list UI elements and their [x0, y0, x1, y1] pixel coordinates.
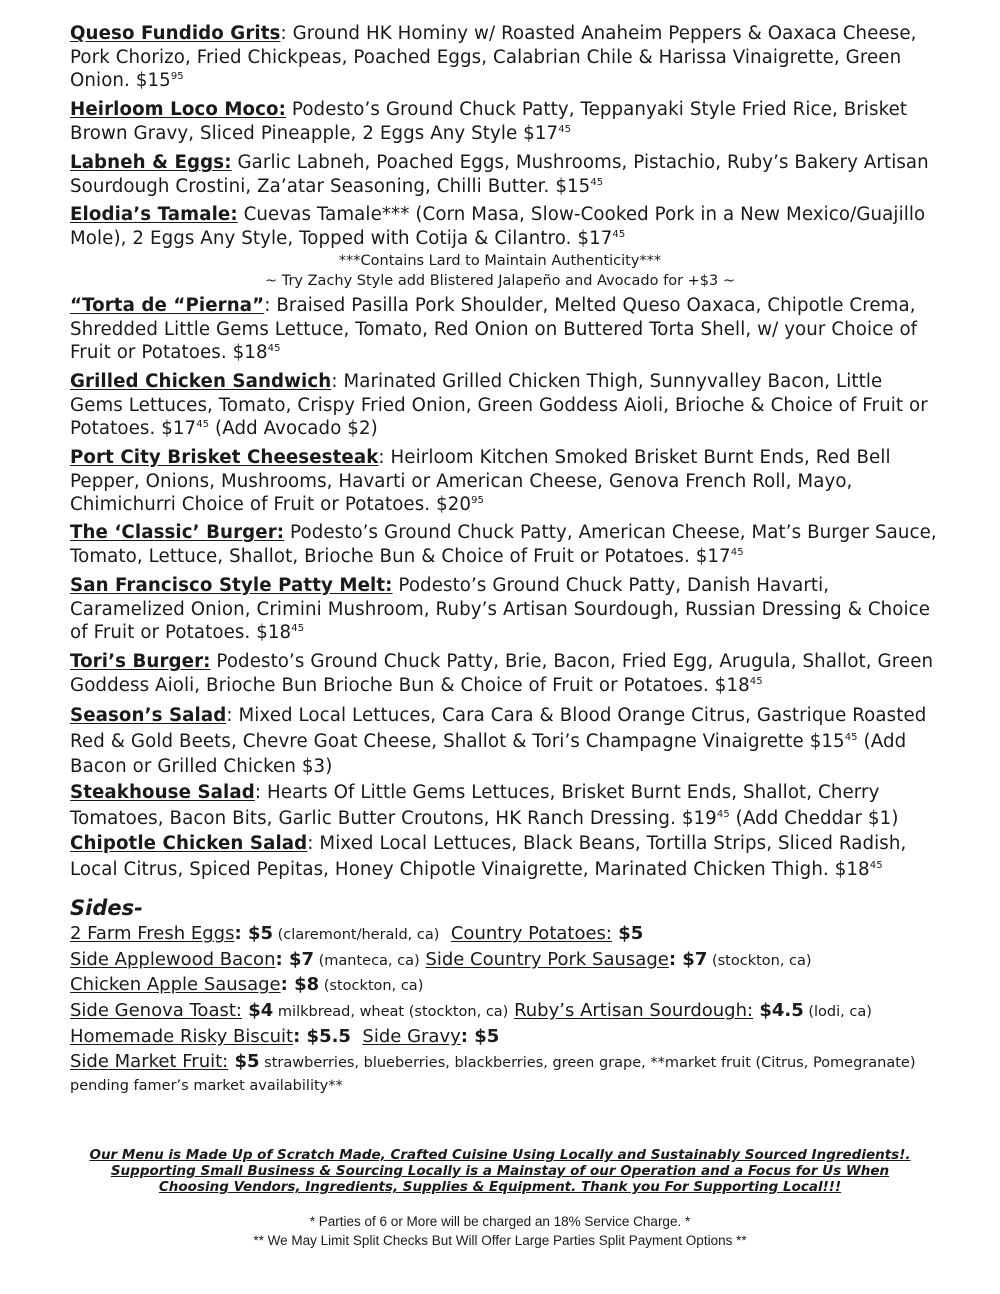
- footer-line-2: Supporting Small Business & Sourcing Locally is a Mainstay of our Operation and a Focus for Us When: [110, 1163, 890, 1179]
- menu-item-seasons-salad: [70, 703, 940, 780]
- side-farm-eggs-name: 2 Farm Fresh Eggs: [70, 923, 235, 944]
- item-desc: Podesto’s Ground Chuck Patty, Danish Havarti, Caramelized Onion, Crimini Mushroom, Ruby’s Artisan Sourdough, Russian Dressing & Choice of Fruit or Potatoes. $18: [70, 575, 931, 643]
- side-sourdough-price: $4.5: [753, 1000, 804, 1021]
- side-gravy-price: : $5: [460, 1026, 500, 1047]
- side-farm-eggs-origin: (claremont/herald, ca): [273, 927, 440, 943]
- item-cents: 45: [558, 123, 572, 135]
- item-cents: 45: [590, 176, 604, 188]
- item-desc: Heirloom Kitchen Smoked Brisket Burnt Ends, Red Bell Pepper, Onions, Mushrooms, Havarti or American Cheese, Genova French Roll, Mayo, Chimichurri Choice of Fruit or Potatoes. $20: [70, 447, 891, 515]
- item-name: Elodia’s Tamale:: [70, 204, 238, 225]
- sides-title: Sides-: [70, 896, 143, 920]
- item-name: Port City Brisket Cheesesteak: [70, 447, 379, 468]
- side-genova-toast-name: Side Genova Toast:: [70, 1000, 242, 1021]
- item-desc: Podesto’s Ground Chuck Patty, American Cheese, Mat’s Burger Sauce, Tomato, Lettuce, Shallot, Brioche Bun & Choice of Fruit or Potatoes. $17: [70, 522, 937, 567]
- sides-line-4: [70, 999, 950, 1024]
- menu-item-grilled-chicken-sandwich: [70, 370, 940, 441]
- menu-item-port-city-brisket-cheesesteak: [70, 446, 940, 517]
- side-apple-sausage-origin: (stockton, ca): [319, 978, 424, 994]
- item-name: San Francisco Style Patty Melt:: [70, 575, 393, 596]
- menu-item-classic-burger: [70, 521, 940, 568]
- side-apple-sausage-name: Chicken Apple Sausage: [70, 974, 281, 995]
- sides-line-2: [70, 948, 950, 973]
- side-pork-sausage-name: Side Country Pork Sausage: [425, 949, 669, 970]
- sides-line-1: [70, 922, 950, 947]
- item-name: Chipotle Chicken Salad: [70, 833, 308, 854]
- item-desc: Mixed Local Lettuces, Black Beans, Tortilla Strips, Sliced Radish, Local Citrus, Spiced Pepitas, Honey Chipotle Vinaigrette, Marinated Chicken Thigh. $18: [70, 833, 907, 880]
- sides-line-3: [70, 973, 950, 998]
- menu-item-toris-burger: [70, 650, 940, 697]
- item-desc: Mixed Local Lettuces, Cara Cara & Blood Orange Citrus, Gastrique Roasted Red & Gold Beets, Chevre Goat Cheese, Shallot & Tori’s Champagne Vinaigrette $15: [70, 705, 927, 752]
- side-country-potatoes-price: $5: [612, 923, 644, 944]
- sides-line-5: [70, 1025, 950, 1049]
- item-desc: Podesto’s Ground Chuck Patty, Brie, Bacon, Fried Egg, Arugula, Shallot, Green Goddess Aioli, Brioche Bun Brioche Bun & Choice of Fruit or Potatoes. $18: [70, 651, 934, 696]
- side-sourdough-name: Ruby’s Artisan Sourdough:: [514, 1000, 754, 1021]
- split-checks-note: ** We May Limit Split Checks But Will Offer Large Parties Split Payment Options **: [253, 1233, 747, 1248]
- side-country-potatoes-name: Country Potatoes:: [450, 923, 612, 944]
- tamale-lard-note: ***Contains Lard to Maintain Authenticity***: [338, 253, 662, 269]
- item-desc: Ground HK Hominy w/ Roasted Anaheim Peppers & Oaxaca Cheese, Pork Chorizo, Fried Chickpeas, Poached Eggs, Calabrian Chile & Harissa Vinaigrette, Green Onion. $15: [70, 23, 917, 91]
- side-market-fruit-name: Side Market Fruit:: [70, 1051, 229, 1072]
- item-punct: :: [307, 833, 314, 854]
- item-desc: Cuevas Tamale*** (Corn Masa, Slow-Cooked Pork in a New Mexico/Guajillo Mole), 2 Eggs Any Style, Topped with Cotija & Cilantro. $17: [70, 204, 926, 249]
- menu-item-steakhouse-salad: [70, 780, 940, 831]
- menu-item-chipotle-chicken-salad: [70, 831, 940, 882]
- item-cents: 45: [844, 731, 858, 743]
- footer-line-1: Our Menu is Made Up of Scratch Made, Crafted Cuisine Using Locally and Sustainably Sourced Ingredients!.: [89, 1147, 911, 1163]
- menu-item-labneh-eggs: [70, 151, 940, 198]
- item-name: Tori’s Burger:: [70, 651, 211, 672]
- side-biscuit-price: : $5.5: [293, 1026, 351, 1047]
- item-extra: (Add Avocado $2): [209, 418, 378, 439]
- item-cents: 45: [749, 675, 763, 687]
- side-genova-toast-price: $4: [241, 1000, 274, 1021]
- item-cents: 45: [612, 228, 626, 240]
- side-pork-sausage-price: : $7: [668, 949, 708, 970]
- item-desc: Marinated Grilled Chicken Thigh, Sunnyvalley Bacon, Little Gems Lettuces, Tomato, Crispy Fried Onion, Green Goddess Aioli, Brioche & Choice of Fruit or Potatoes. $17: [70, 371, 928, 439]
- item-cents: 45: [267, 343, 281, 354]
- side-pork-sausage-origin: (stockton, ca): [707, 953, 812, 969]
- item-desc: Hearts Of Little Gems Lettuces, Brisket Burnt Ends, Shallot, Cherry Tomatoes, Bacon Bits, Garlic Butter Croutons, HK Ranch Dressing. $19: [70, 782, 880, 829]
- item-name: Grilled Chicken Sandwich: [70, 371, 332, 392]
- item-punct: :: [378, 447, 385, 468]
- item-cents: 45: [196, 419, 210, 430]
- side-apple-sausage-price: : $8: [280, 974, 320, 995]
- item-name: Labneh & Eggs:: [70, 152, 232, 173]
- menu-item-heirloom-loco-moco: [70, 98, 940, 145]
- sides-line-6: [70, 1051, 940, 1097]
- item-cents: 95: [170, 71, 184, 82]
- item-punct: :: [226, 705, 233, 726]
- side-farm-eggs-price: : $5: [234, 923, 273, 944]
- side-gravy-name: Side Gravy: [362, 1026, 461, 1047]
- item-cents: 45: [730, 546, 744, 558]
- item-name: Steakhouse Salad: [70, 782, 255, 803]
- menu-item-torta-de-pierna: [70, 294, 940, 365]
- item-cents: 95: [471, 495, 485, 506]
- item-extra: (Add Cheddar $1): [729, 807, 899, 829]
- item-cents: 45: [291, 623, 305, 634]
- item-name: The ‘Classic’ Burger:: [70, 522, 285, 543]
- item-name: “Torta de “Pierna”: [70, 295, 265, 316]
- side-sourdough-origin: (lodi, ca): [803, 1004, 872, 1020]
- item-punct: :: [280, 23, 287, 44]
- side-biscuit-name: Homemade Risky Biscuit: [70, 1026, 294, 1047]
- side-applewood-bacon-price: : $7: [275, 949, 314, 970]
- item-cents: 45: [869, 859, 883, 871]
- side-applewood-bacon-name: Side Applewood Bacon: [70, 949, 276, 970]
- menu-item-patty-melt: [70, 574, 940, 645]
- item-name: Heirloom Loco Moco:: [70, 99, 287, 120]
- item-desc: Braised Pasilla Pork Shoulder, Melted Queso Oaxaca, Chipotle Crema, Shredded Little Gems Lettuce, Tomato, Red Onion on Buttered Torta Shell, w/ your Choice of Fruit or Potatoes. $18: [70, 295, 918, 363]
- item-desc: Garlic Labneh, Poached Eggs, Mushrooms, Pistachio, Ruby’s Bakery Artisan Sourdough Crostini, Za’atar Seasoning, Chilli Butter. $15: [70, 152, 929, 197]
- item-name: Season’s Salad: [70, 705, 227, 726]
- side-applewood-bacon-origin: (manteca, ca): [314, 953, 420, 969]
- side-genova-toast-origin: milkbread, wheat (stockton, ca): [273, 1004, 509, 1020]
- footer-line-3: Choosing Vendors, Ingredients, Supplies & Equipment. Thank you For Supporting Local!!!: [158, 1179, 842, 1195]
- item-extra: (Add Bacon or Grilled Chicken $3): [70, 730, 907, 777]
- item-punct: :: [254, 782, 262, 803]
- menu-item-queso-fundido-grits: [70, 22, 940, 93]
- item-cents: 45: [716, 808, 730, 820]
- item-desc: Podesto’s Ground Chuck Patty, Teppanyaki Style Fried Rice, Brisket Brown Gravy, Sliced Pineapple, 2 Eggs Any Style $17: [70, 99, 908, 144]
- menu-item-elodias-tamale: [70, 203, 940, 250]
- service-charge-note: * Parties of 6 or More will be charged an 18% Service Charge. *: [309, 1214, 691, 1229]
- item-name: Queso Fundido Grits: [70, 23, 281, 44]
- side-market-fruit-desc: strawberries, blueberries, blackberries, green grape, **market fruit (Citrus, Pomegranate) pending famer’s market availability**: [70, 1055, 916, 1094]
- item-punct: :: [331, 371, 338, 392]
- item-punct: :: [264, 295, 271, 316]
- side-market-fruit-price: $5: [228, 1051, 260, 1072]
- tamale-zachy-note: ~ Try Zachy Style add Blistered Jalapeño and Avocado for +$3 ~: [264, 273, 735, 289]
